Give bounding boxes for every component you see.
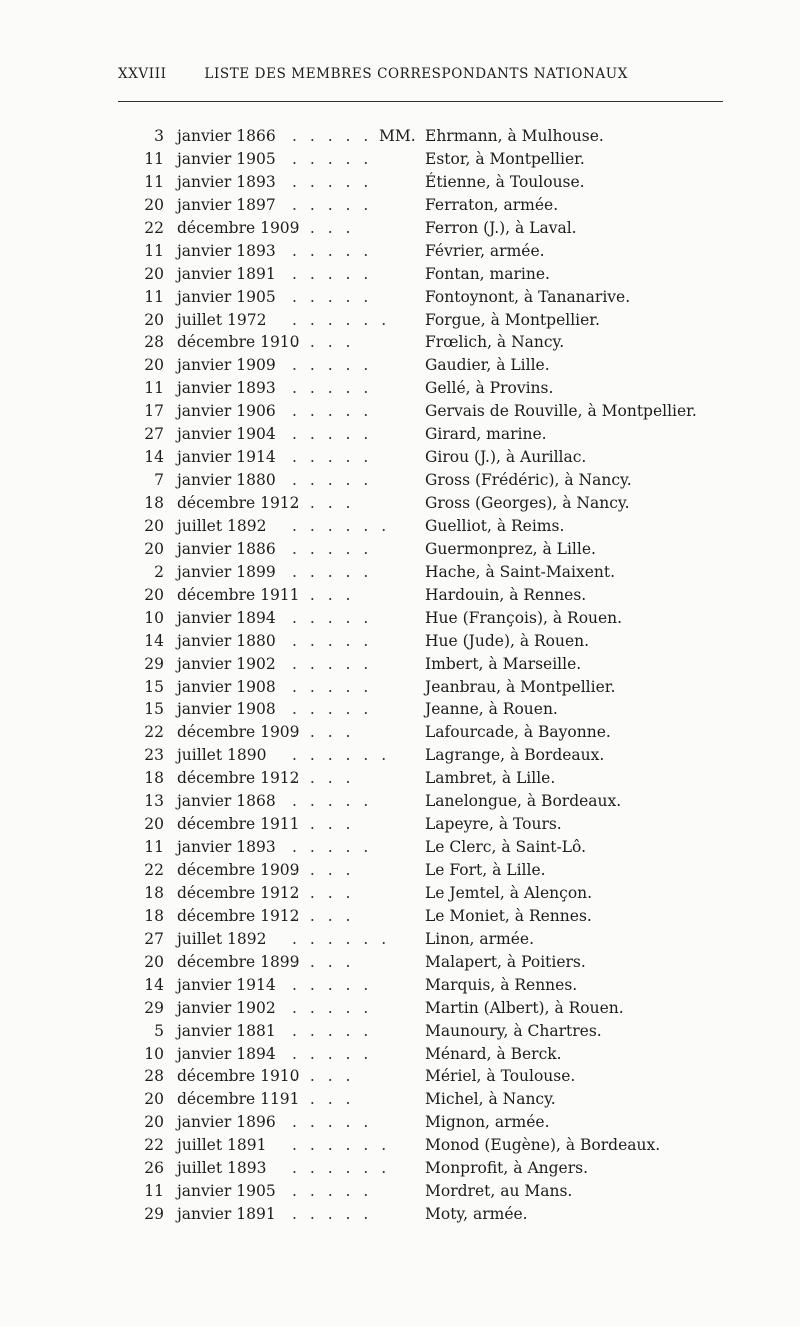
list-item <box>0 1134 800 1157</box>
member-name: Février, armée. <box>425 241 545 260</box>
leader-dots: . . . . . <box>292 149 373 168</box>
leader-dots: . . . . <box>292 1090 355 1109</box>
entry-date: juillet 1892 <box>177 929 267 948</box>
list-item <box>0 1065 800 1088</box>
entry-day: 20 <box>144 1090 164 1109</box>
entry-date: janvier 1893 <box>177 838 276 857</box>
list-item <box>0 263 800 286</box>
list-item <box>0 217 800 240</box>
entry-day: 11 <box>144 379 164 398</box>
entry-day: 20 <box>144 516 164 535</box>
leader-dots: . . . . . <box>292 195 373 214</box>
entry-day: 20 <box>144 952 164 971</box>
entry-date: janvier 1880 <box>177 471 276 490</box>
entry-day: 15 <box>144 700 164 719</box>
leader-dots: . . . . . <box>292 1044 373 1063</box>
leader-dots: . . . . <box>292 906 355 925</box>
member-name: Girard, marine. <box>425 425 547 444</box>
entry-day: 20 <box>144 585 164 604</box>
entry-date: janvier 1905 <box>177 1182 276 1201</box>
entry-date: décembre 1191 <box>177 1090 300 1109</box>
list-item <box>0 721 800 744</box>
entry-day: 20 <box>144 195 164 214</box>
member-name: Gaudier, à Lille. <box>425 356 550 375</box>
list-item <box>0 400 800 423</box>
leader-dots: . . . . . <box>292 402 373 421</box>
leader-dots: . . . . <box>292 333 355 352</box>
entry-day: 23 <box>144 746 164 765</box>
list-item <box>0 584 800 607</box>
leader-dots: . . . . <box>292 1067 355 1086</box>
entry-day: 27 <box>144 929 164 948</box>
entry-day: 22 <box>144 861 164 879</box>
entry-date: janvier 1891 <box>177 264 276 283</box>
leader-dots: . . . . <box>292 218 355 237</box>
entry-date: janvier 1893 <box>177 172 276 191</box>
leader-dots: . . . . . <box>292 838 373 857</box>
leader-dots: . . . . . <box>292 356 373 375</box>
leader-dots: . . . . . <box>292 677 373 696</box>
entry-date: décembre 1912 <box>177 906 300 925</box>
list-item <box>0 928 800 951</box>
entry-date: janvier 1905 <box>177 287 276 306</box>
member-name: Hache, à Saint-Maixent. <box>425 562 616 581</box>
member-name: Hardouin, à Rennes. <box>425 585 587 604</box>
entry-day: 20 <box>144 1113 164 1132</box>
leader-dots: . . . . . <box>292 792 373 811</box>
leader-dots: . . . . . . <box>292 929 391 948</box>
list-item <box>0 1088 800 1111</box>
list-item <box>0 331 800 354</box>
member-name: Maunoury, à Chartres. <box>425 1021 602 1040</box>
list-item <box>0 515 800 538</box>
list-item <box>0 538 800 561</box>
entry-day: 14 <box>144 448 164 467</box>
member-name: Michel, à Nancy. <box>425 1090 556 1109</box>
member-name: Lanelongue, à Bordeaux. <box>425 792 622 811</box>
member-name: Gervais de Rouville, à Montpellier. <box>425 402 697 421</box>
member-name: Marquis, à Rennes. <box>425 975 578 994</box>
entry-day: 20 <box>144 539 164 558</box>
entry-day: 27 <box>144 425 164 444</box>
leader-dots: . . . . . . <box>292 1136 391 1155</box>
leader-dots: . . . . . <box>292 608 373 627</box>
leader-dots: . . . . <box>292 723 355 742</box>
leader-dots: . . . . . <box>292 471 373 490</box>
entry-day: 20 <box>144 356 164 375</box>
entry-date: juillet 1892 <box>177 516 267 535</box>
leader-dots: . . . . . <box>292 379 373 398</box>
list-item <box>0 1157 800 1180</box>
entry-day: 20 <box>144 264 164 283</box>
entry-date: janvier 1914 <box>177 975 276 994</box>
entry-date: décembre 1909 <box>177 723 300 742</box>
leader-dots: . . . . <box>292 883 355 902</box>
entry-day: 17 <box>144 402 164 421</box>
list-item <box>0 882 800 905</box>
entry-day: 18 <box>144 769 164 788</box>
entry-date: décembre 1912 <box>177 883 300 902</box>
member-name: Hue (Jude), à Rouen. <box>425 631 590 650</box>
list-item <box>0 1020 800 1043</box>
list-item <box>0 194 800 217</box>
leader-dots: . . . . <box>292 815 355 834</box>
member-name: Girou (J.), à Aurillac. <box>425 448 587 467</box>
entry-day: 18 <box>144 906 164 925</box>
leader-dots: . . . . . . <box>292 310 391 329</box>
list-item <box>0 813 800 836</box>
entry-date: janvier 1894 <box>177 608 276 627</box>
member-name: Monprofit, à Angers. <box>425 1159 588 1178</box>
member-name: Frœlich, à Nancy. <box>425 333 565 352</box>
members-list <box>0 125 800 1226</box>
member-name: Estor, à Montpellier. <box>425 149 585 168</box>
leader-dots: . . . . . <box>292 287 373 306</box>
entry-day: 20 <box>144 815 164 834</box>
list-item <box>0 125 800 148</box>
entry-date: décembre 1909 <box>177 861 300 879</box>
member-name: Le Jemtel, à Alençon. <box>425 883 593 902</box>
entry-day: 11 <box>144 1182 164 1201</box>
list-item <box>0 653 800 676</box>
list-item <box>0 698 800 721</box>
entry-date: janvier 1902 <box>177 654 276 673</box>
entry-date: janvier 1909 <box>177 356 276 375</box>
list-item <box>0 286 800 309</box>
member-name: Ferron (J.), à Laval. <box>425 218 577 237</box>
leader-dots: . . . . . <box>292 1021 373 1040</box>
entry-day: 10 <box>144 1044 164 1063</box>
member-name: Guelliot, à Reims. <box>425 516 565 535</box>
page-title: LISTE DES MEMBRES CORRESPONDANTS NATIONAUX <box>204 66 628 82</box>
entry-day: 20 <box>144 310 164 329</box>
member-name: Lagrange, à Bordeaux. <box>425 746 605 765</box>
entry-date: décembre 1910 <box>177 1067 300 1086</box>
entry-date: janvier 1897 <box>177 195 276 214</box>
entry-date: janvier 1904 <box>177 425 276 444</box>
leader-dots: . . . . . <box>292 631 373 650</box>
entry-date: juillet 1891 <box>177 1136 267 1155</box>
leader-dots: . . . . . . <box>292 516 391 535</box>
entry-date: juillet 1890 <box>177 746 267 765</box>
member-name: Le Moniet, à Rennes. <box>425 906 592 925</box>
entry-date: janvier 1893 <box>177 379 276 398</box>
leader-dots: . . . . . <box>292 241 373 260</box>
list-item <box>0 423 800 446</box>
entry-day: 5 <box>154 1021 164 1040</box>
header-rule <box>118 101 723 102</box>
member-name: Jeanne, à Rouen. <box>425 700 558 719</box>
list-item <box>0 997 800 1020</box>
entry-date: décembre 1899 <box>177 952 300 971</box>
entry-date: juillet 1893 <box>177 1159 267 1178</box>
entry-date: janvier 1894 <box>177 1044 276 1063</box>
member-name: Malapert, à Poitiers. <box>425 952 586 971</box>
member-name: Jeanbrau, à Montpellier. <box>425 677 616 696</box>
entry-date: janvier 1866 <box>177 127 276 145</box>
member-name: Mordret, au Mans. <box>425 1182 573 1201</box>
leader-dots: . . . . <box>292 585 355 604</box>
list-item <box>0 790 800 813</box>
member-name: Imbert, à Marseille. <box>425 654 582 673</box>
member-name: Ménard, à Berck. <box>425 1044 562 1063</box>
entry-day: 26 <box>144 1159 164 1178</box>
entry-day: 15 <box>144 677 164 696</box>
leader-dots: . . . . . <box>292 700 373 719</box>
member-name: Ferraton, armée. <box>425 195 559 214</box>
entry-day: 28 <box>144 1067 164 1086</box>
list-item <box>0 469 800 492</box>
list-item <box>0 354 800 377</box>
entry-day: 22 <box>144 1136 164 1155</box>
list-item <box>0 744 800 767</box>
member-name: Le Fort, à Lille. <box>425 861 546 879</box>
entry-day: 18 <box>144 494 164 512</box>
entry-day: 29 <box>144 998 164 1017</box>
member-name: Mignon, armée. <box>425 1113 550 1132</box>
member-name: Le Clerc, à Saint-Lô. <box>425 838 587 857</box>
member-name: Fontan, marine. <box>425 264 550 283</box>
list-item <box>0 974 800 997</box>
entry-date: janvier 1891 <box>177 1205 276 1224</box>
list-item <box>0 905 800 928</box>
entry-day: 28 <box>144 333 164 352</box>
member-name: Guermonprez, à Lille. <box>425 539 596 558</box>
entry-date: janvier 1896 <box>177 1113 276 1132</box>
leader-dots: . . . . . <box>292 264 373 283</box>
member-name: Lafourcade, à Bayonne. <box>425 723 611 742</box>
entry-date: janvier 1908 <box>177 677 276 696</box>
list-item <box>0 309 800 332</box>
entry-date: janvier 1905 <box>177 149 276 168</box>
list-item <box>0 377 800 400</box>
leader-dots: . . . . . <box>292 1182 373 1201</box>
entry-date: juillet 1972 <box>177 310 267 329</box>
leader-dots: . . . . . . <box>292 1159 391 1178</box>
leader-dots: . . . . . <box>292 172 373 191</box>
leader-dots: . . . . <box>292 861 355 879</box>
member-name: Monod (Eugène), à Bordeaux. <box>425 1136 661 1155</box>
list-item <box>0 492 800 515</box>
member-name: Fontoynont, à Tananarive. <box>425 287 631 306</box>
running-header <box>118 66 628 82</box>
leader-dots: . . . . . <box>292 127 373 145</box>
member-name: Mériel, à Toulouse. <box>425 1067 576 1086</box>
list-item <box>0 1203 800 1226</box>
member-name: Lapeyre, à Tours. <box>425 815 562 834</box>
leader-dots: . . . . . <box>292 539 373 558</box>
member-name: Gross (Georges), à Nancy. <box>425 494 630 512</box>
leader-dots: . . . . . . <box>292 746 391 765</box>
leader-dots: . . . . . <box>292 654 373 673</box>
leader-dots: . . . . <box>292 494 355 512</box>
member-name: Forgue, à Montpellier. <box>425 310 600 329</box>
entry-day: 22 <box>144 218 164 237</box>
entry-day: 29 <box>144 1205 164 1224</box>
list-item <box>0 1111 800 1134</box>
member-name: Gellé, à Provins. <box>425 379 554 398</box>
entry-day: 11 <box>144 149 164 168</box>
entry-day: 13 <box>144 792 164 811</box>
list-item <box>0 859 800 882</box>
entry-date: janvier 1886 <box>177 539 276 558</box>
list-item <box>0 148 800 171</box>
leader-dots: . . . . <box>292 952 355 971</box>
entry-date: janvier 1908 <box>177 700 276 719</box>
leader-dots: . . . . . <box>292 448 373 467</box>
entry-day: 14 <box>144 631 164 650</box>
entry-day: 11 <box>144 172 164 191</box>
member-name: Moty, armée. <box>425 1205 528 1224</box>
entry-date: décembre 1911 <box>177 815 300 834</box>
member-name: Lambret, à Lille. <box>425 769 556 788</box>
entry-day: 22 <box>144 723 164 742</box>
list-item <box>0 446 800 469</box>
list-item <box>0 1043 800 1066</box>
member-name: Ehrmann, à Mulhouse. <box>425 127 604 145</box>
entry-date: décembre 1912 <box>177 769 300 788</box>
entry-day: 29 <box>144 654 164 673</box>
entry-date: janvier 1880 <box>177 631 276 650</box>
member-name: Gross (Frédéric), à Nancy. <box>425 471 632 490</box>
entry-date: janvier 1893 <box>177 241 276 260</box>
member-name: Hue (François), à Rouen. <box>425 608 623 627</box>
entry-date: janvier 1881 <box>177 1021 276 1040</box>
list-item <box>0 951 800 974</box>
list-item <box>0 561 800 584</box>
entry-day: 3 <box>154 127 164 145</box>
list-item <box>0 630 800 653</box>
leader-dots: . . . . . <box>292 562 373 581</box>
list-item <box>0 1180 800 1203</box>
entry-day: 18 <box>144 883 164 902</box>
list-item <box>0 767 800 790</box>
entry-date: janvier 1914 <box>177 448 276 467</box>
list-item <box>0 171 800 194</box>
entry-date: décembre 1911 <box>177 585 300 604</box>
leader-dots: . . . . . <box>292 998 373 1017</box>
leader-dots: . . . . . <box>292 1205 373 1224</box>
list-item <box>0 836 800 859</box>
entry-day: 11 <box>144 287 164 306</box>
member-name: Martin (Albert), à Rouen. <box>425 998 624 1017</box>
list-item <box>0 676 800 699</box>
entry-day: 2 <box>154 562 164 581</box>
entry-date: décembre 1909 <box>177 218 300 237</box>
entry-day: 14 <box>144 975 164 994</box>
list-item <box>0 607 800 630</box>
entry-day: 7 <box>154 471 164 490</box>
entry-day: 11 <box>144 241 164 260</box>
honorific: MM. <box>379 127 416 145</box>
entry-date: janvier 1899 <box>177 562 276 581</box>
leader-dots: . . . . . <box>292 425 373 444</box>
entry-date: décembre 1912 <box>177 494 300 512</box>
list-item <box>0 240 800 263</box>
entry-date: décembre 1910 <box>177 333 300 352</box>
leader-dots: . . . . . <box>292 975 373 994</box>
page-number: XXVIII <box>118 66 167 82</box>
entry-date: janvier 1902 <box>177 998 276 1017</box>
entry-day: 11 <box>144 838 164 857</box>
leader-dots: . . . . . <box>292 1113 373 1132</box>
entry-day: 10 <box>144 608 164 627</box>
entry-date: janvier 1868 <box>177 792 276 811</box>
member-name: Étienne, à Toulouse. <box>425 172 585 191</box>
entry-date: janvier 1906 <box>177 402 276 421</box>
member-name: Linon, armée. <box>425 929 535 948</box>
leader-dots: . . . . <box>292 769 355 788</box>
